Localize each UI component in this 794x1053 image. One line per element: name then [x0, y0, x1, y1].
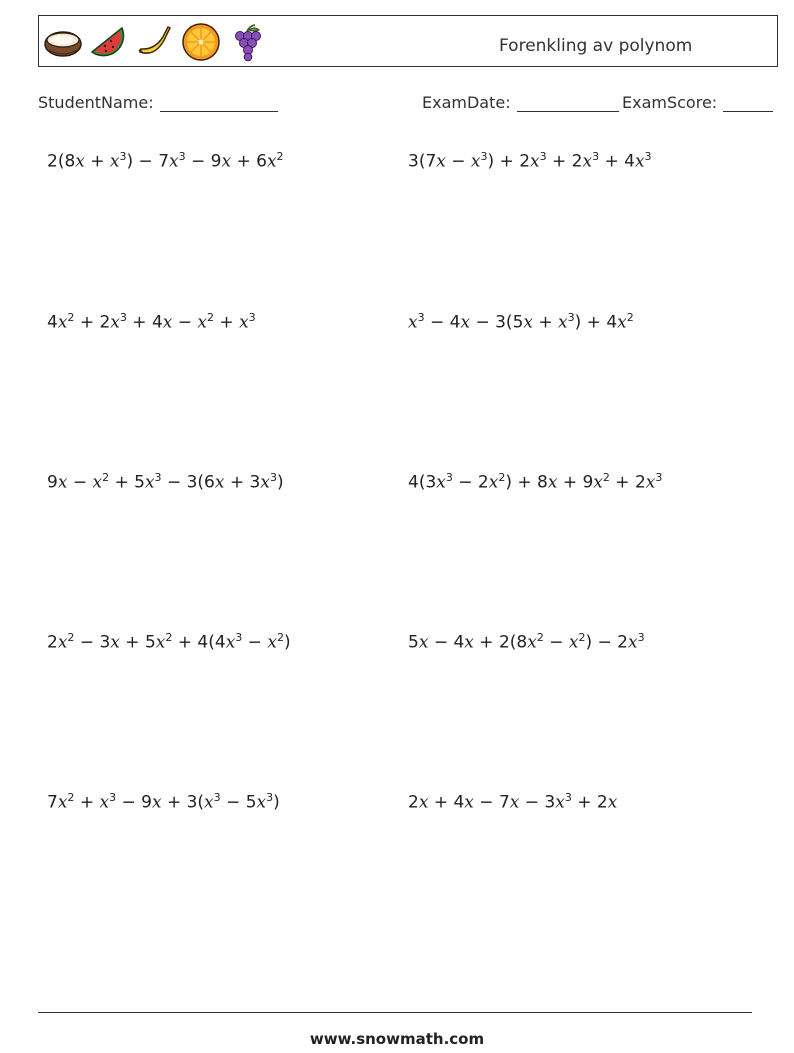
banana-icon	[135, 22, 175, 62]
exam-date-label: ExamDate:	[422, 93, 511, 112]
exam-score-field	[622, 93, 773, 112]
watermelon-icon	[89, 22, 129, 62]
grapes-icon	[227, 22, 267, 62]
problem-5: $9x - x^2 + 5x^3 - 3(6x + 3x^3)$	[47, 471, 284, 493]
problem-10: $2x + 4x - 7x - 3x^3 + 2x$	[408, 791, 618, 813]
student-name-blank[interactable]	[160, 93, 278, 112]
coconut-icon	[43, 22, 83, 62]
worksheet-header	[38, 15, 778, 67]
student-name-field	[38, 93, 278, 112]
problem-9: $7x^2 + x^3 - 9x + 3(x^3 - 5x^3)$	[47, 791, 280, 813]
student-name-label: StudentName:	[38, 93, 154, 112]
page-title: Forenkling av polynom	[499, 36, 693, 56]
exam-score-blank[interactable]	[723, 93, 773, 112]
problem-6: $4(3x^3 - 2x^2) + 8x + 9x^2 + 2x^3$	[408, 471, 663, 493]
fruit-icons	[43, 20, 267, 64]
footer-website[interactable]: www.snowmath.com	[309, 1030, 485, 1048]
orange-icon	[181, 22, 221, 62]
problem-2: $3(7x - x^3) + 2x^3 + 2x^3 + 4x^3$	[408, 150, 652, 172]
problem-1: $2(8x + x^3) - 7x^3 - 9x + 6x^2$	[47, 150, 284, 172]
exam-score-label: ExamScore:	[622, 93, 718, 112]
footer-divider	[38, 1012, 752, 1013]
exam-date-blank[interactable]	[517, 93, 619, 112]
exam-date-field	[422, 93, 619, 112]
problem-7: $2x^2 - 3x + 5x^2 + 4(4x^3 - x^2)$	[47, 631, 291, 653]
problem-4: $x^3 - 4x - 3(5x + x^3) + 4x^2$	[408, 311, 634, 333]
problem-8: $5x - 4x + 2(8x^2 - x^2) - 2x^3$	[408, 631, 645, 653]
problem-3: $4x^2 + 2x^3 + 4x - x^2 + x^3$	[47, 311, 256, 333]
